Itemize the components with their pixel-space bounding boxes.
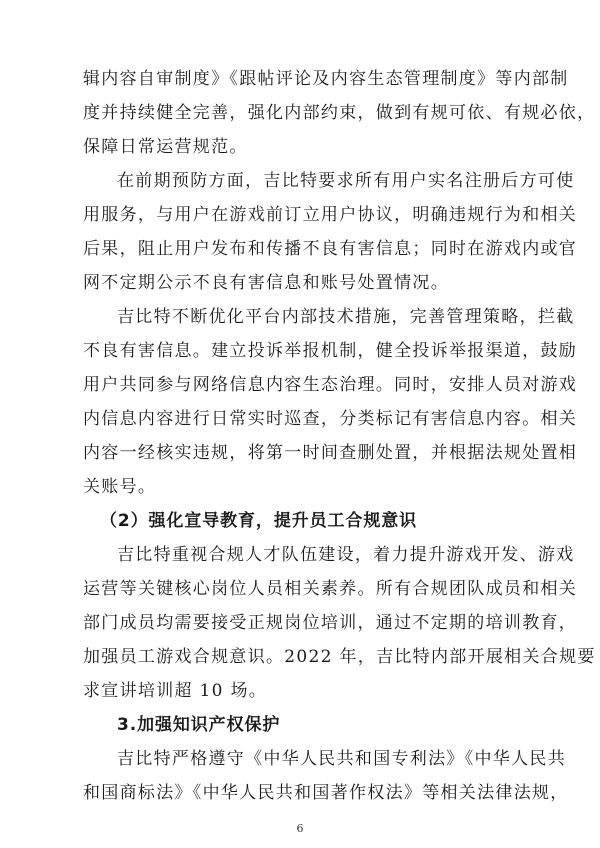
paragraph-first-line: 吉比特重视合规人才队伍建设，着力提升游戏开发、游戏	[117, 545, 575, 565]
text-line: 辑内容自审制度》《跟帖评论及内容生态管理制度》等内部制	[83, 69, 569, 89]
section-heading: 3.加强知识产权保护	[117, 715, 281, 735]
paragraph-first-line: 在前期预防方面，吉比特要求所有用户实名注册后方可使	[117, 171, 575, 191]
text-line: 求宣讲培训超 10 场。	[83, 681, 268, 701]
text-line: 和国商标法》《中华人民共和国著作权法》等相关法律法规，	[83, 783, 569, 803]
text-line: 内容一经核实违规，将第一时间查删处置，并根据法规处置相	[83, 443, 578, 463]
text-line: 关账号。	[83, 477, 157, 497]
paragraph-first-line: 吉比特不断优化平台内部技术措施，完善管理策略，拦截	[117, 307, 575, 327]
text-line: 度并持续健全完善，强化内部约束，做到有规可依、有规必依，	[83, 103, 596, 123]
text-line: 后果，阻止用户发布和传播不良有害信息；同时在游戏内或官	[83, 239, 578, 259]
section-heading: （2）强化宣导教育，提升员工合规意识	[100, 511, 418, 531]
text-line: 加强员工游戏合规意识。2022 年，吉比特内部开展相关合规要	[83, 647, 596, 667]
text-line: 运营等关键核心岗位人员相关素养。所有合规团队成员和相关	[83, 579, 578, 599]
text-line: 部门成员均需要接受正规岗位培训，通过不定期的培训教育，	[83, 613, 578, 633]
page-number: 6	[296, 822, 304, 835]
text-line: 内信息内容进行日常实时巡查，分类标记有害信息内容。相关	[83, 409, 578, 429]
text-line: 用户共同参与网络信息内容生态治理。同时，安排人员对游戏	[83, 375, 578, 395]
text-line: 用服务，与用户在游戏前订立用户协议，明确违规行为和相关	[83, 205, 578, 225]
text-line: 网不定期公示不良有害信息和账号处置情况。	[83, 273, 449, 293]
text-line: 保障日常运营规范。	[83, 137, 248, 157]
text-line: 不良有害信息。建立投诉举报机制，健全投诉举报渠道，鼓励	[83, 341, 578, 361]
paragraph-first-line: 吉比特严格遵守《中华人民共和国专利法》《中华人民共	[117, 749, 566, 769]
